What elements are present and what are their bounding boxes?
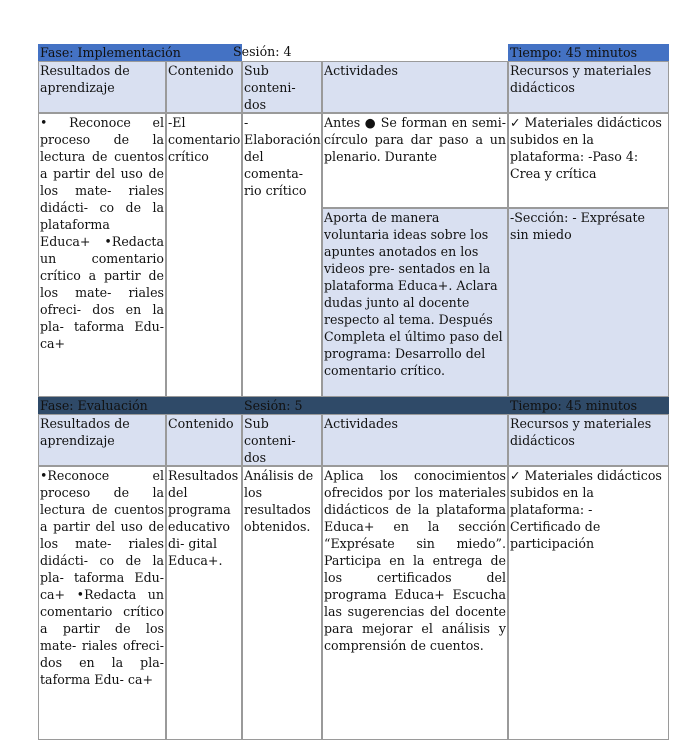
header-subcontenidos: Sub conteni- dos (242, 61, 322, 113)
time-label-2 (508, 397, 669, 414)
session-text: Sesión: 4 (233, 44, 292, 59)
recursos-cell-b: -Sección: - Exprésate sin miedo (508, 208, 669, 397)
time-text-2: Tiempo: 45 minutos (510, 398, 638, 413)
phase-text: Fase: Implementación (40, 45, 181, 60)
phase-text-2: Fase: Evaluación (40, 398, 148, 413)
subcontenidos-cell: - Elaboración del comenta- rio crítico (242, 113, 322, 397)
session-label (232, 44, 508, 61)
phase-label-2 (38, 397, 242, 414)
resultados-cell-2: •Reconoce el proceso de la lectura de cuentos a partir del uso de los mate- riales didácti- co de la pla- taforma Edu- ca+ •Redacta un comentario crítico a partir de los mate- riales ofreci- dos en la pla- taforma Edu- ca+ (38, 466, 166, 740)
header-contenido: Contenido (166, 61, 242, 113)
header-contenido-2: Contenido (166, 414, 242, 466)
header-resultados-2: Resultados de aprendizaje (38, 414, 166, 466)
time-text: Tiempo: 45 minutos (510, 45, 638, 60)
resultados-cell: • Reconoce el proceso de la lectura de cuentos a partir del uso de los mate- riales didácti- co de la plataforma Educa+ •Redacta un comentario crítico a partir de los mate- riales ofreci- dos en la pla- taforma Edu- ca+ (38, 113, 166, 397)
actividades-cell-a: Antes ● Se forman en semi- círculo para dar paso a un plenario. Durante (322, 113, 508, 208)
contenido-cell-2: Resultados del programa educativo di- gital Educa+. (166, 466, 242, 740)
header-actividades: Actividades (322, 61, 508, 113)
time-label (508, 44, 669, 61)
header-resultados: Resultados de aprendizaje (38, 61, 166, 113)
subcontenidos-cell-2: Análisis de los resultados obtenidos. (242, 466, 322, 740)
header-recursos-2: Recursos y materiales didácticos (508, 414, 669, 466)
header-actividades-2: Actividades (322, 414, 508, 466)
phase-label (38, 44, 242, 61)
actividades-cell-2: Aplica los conocimientos ofrecidos por los materiales didácticos de la plataforma Educa+ en la sección “Exprésate sin miedo”. Participa en la entrega de los certificados del programa Educa+ Escucha las sugerencias del docente para mejorar el análisis y comprensión de cuentos. (322, 466, 508, 740)
header-recursos: Recursos y materiales didácticos (508, 61, 669, 113)
header-subcontenidos-2: Sub conteni- dos (242, 414, 322, 466)
recursos-cell-a: ✓ Materiales didácticos subidos en la plataforma: -Paso 4: Crea y crítica (508, 113, 669, 208)
actividades-cell-b: Aporta de manera voluntaria ideas sobre los apuntes anotados en los videos pre- sentados en la plataforma Educa+. Aclara dudas junto al docente respecto al tema. Después Completa el último paso del programa: Desarrollo del comentario crítico. (322, 208, 508, 397)
session-text-2: Sesión: 5 (244, 398, 303, 413)
recursos-cell-2: ✓ Materiales didácticos subidos en la plataforma: - Certificado de participación (508, 466, 669, 740)
session-label-2 (242, 397, 508, 414)
planning-table (38, 44, 669, 740)
contenido-cell: -El comentario crítico (166, 113, 242, 397)
